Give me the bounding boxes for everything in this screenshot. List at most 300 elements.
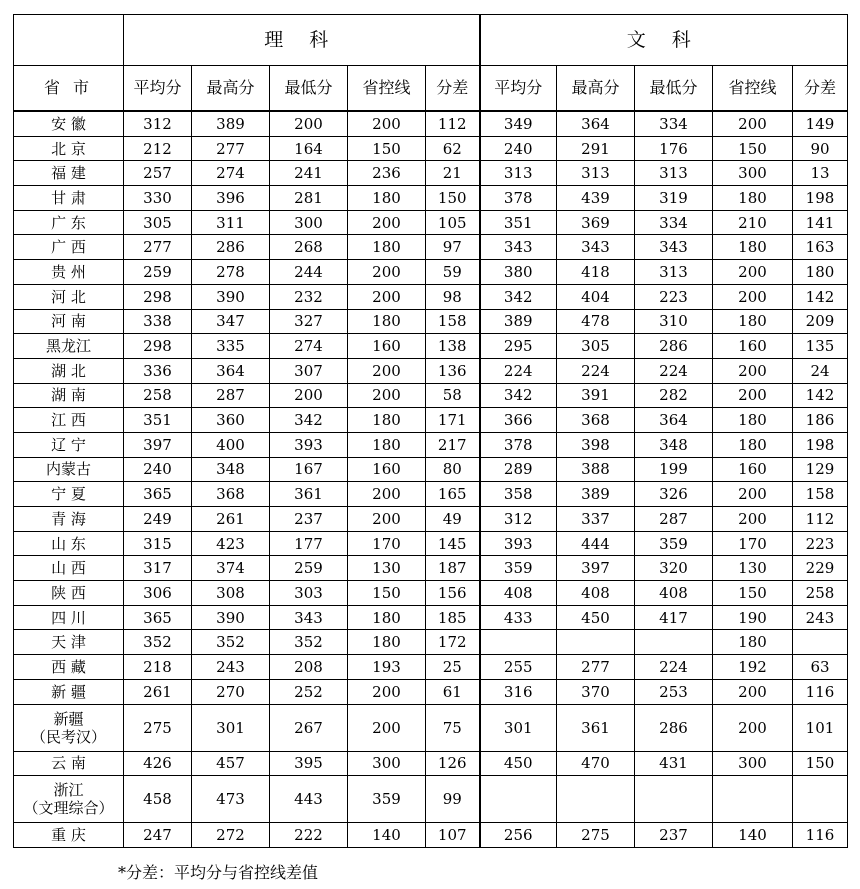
science-cell: 303 [270,581,348,606]
science-cell: 200 [348,358,426,383]
liberal-cell: 316 [480,679,557,704]
liberal-cell: 210 [713,210,793,235]
liberal-cell: 397 [557,556,635,581]
table-row [14,823,848,848]
liberal-cell: 300 [713,751,793,776]
liberal-cell: 224 [635,358,713,383]
science-cell: 393 [270,432,348,457]
liberal-cell: 176 [635,136,713,161]
liberal-cell: 24 [793,358,848,383]
col-header-s-line: 省控线 [348,66,426,112]
liberal-cell: 13 [793,161,848,186]
province-cell: 河 南 [14,309,124,334]
province-cell: 安 徽 [14,111,124,136]
liberal-cell: 237 [635,823,713,848]
science-cell: 243 [192,655,270,680]
table-row [14,457,848,482]
science-cell: 361 [270,482,348,507]
liberal-cell: 158 [793,482,848,507]
liberal-cell: 478 [557,309,635,334]
liberal-cell: 388 [557,457,635,482]
liberal-cell: 378 [480,186,557,211]
science-cell: 395 [270,751,348,776]
liberal-cell: 393 [480,531,557,556]
science-cell: 249 [124,507,192,532]
science-cell: 457 [192,751,270,776]
table-row [14,309,848,334]
science-cell: 160 [348,457,426,482]
liberal-cell: 112 [793,507,848,532]
table-row [14,161,848,186]
liberal-cell: 180 [793,260,848,285]
liberal-cell: 256 [480,823,557,848]
liberal-cell: 439 [557,186,635,211]
science-cell: 185 [426,605,480,630]
liberal-cell: 312 [480,507,557,532]
science-cell: 300 [348,751,426,776]
science-cell: 200 [348,704,426,751]
science-cell: 156 [426,581,480,606]
science-cell: 352 [192,630,270,655]
liberal-cell: 391 [557,383,635,408]
liberal-cell: 389 [557,482,635,507]
liberal-cell: 334 [635,210,713,235]
liberal-cell: 140 [713,823,793,848]
science-cell: 423 [192,531,270,556]
table-row [14,136,848,161]
province-cell: 西 藏 [14,655,124,680]
science-cell: 400 [192,432,270,457]
liberal-cell: 223 [793,531,848,556]
science-cell: 365 [124,605,192,630]
science-cell: 374 [192,556,270,581]
science-cell: 277 [192,136,270,161]
science-cell: 286 [192,235,270,260]
science-cell: 305 [124,210,192,235]
science-cell: 308 [192,581,270,606]
science-cell: 300 [270,210,348,235]
liberal-cell: 223 [635,284,713,309]
liberal-cell: 150 [713,581,793,606]
science-cell: 458 [124,776,192,823]
science-cell: 193 [348,655,426,680]
science-cell: 426 [124,751,192,776]
science-cell: 257 [124,161,192,186]
province-cell: 北 京 [14,136,124,161]
science-cell: 351 [124,408,192,433]
science-cell: 365 [124,482,192,507]
province-cell: 宁 夏 [14,482,124,507]
liberal-cell: 200 [713,284,793,309]
liberal-cell [480,776,557,823]
science-cell: 208 [270,655,348,680]
province-cell: 四 川 [14,605,124,630]
table-row [14,507,848,532]
table-row [14,358,848,383]
liberal-cell: 275 [557,823,635,848]
liberal-cell: 282 [635,383,713,408]
science-cell: 306 [124,581,192,606]
science-cell: 61 [426,679,480,704]
table-row [14,556,848,581]
science-cell: 136 [426,358,480,383]
liberal-cell: 180 [713,630,793,655]
province-cell: 河 北 [14,284,124,309]
liberal-cell: 142 [793,383,848,408]
science-cell: 261 [124,679,192,704]
liberal-cell: 319 [635,186,713,211]
liberal-cell: 116 [793,823,848,848]
liberal-cell: 342 [480,383,557,408]
liberal-cell: 149 [793,111,848,136]
liberal-cell: 141 [793,210,848,235]
liberal-cell: 408 [480,581,557,606]
science-cell: 312 [124,111,192,136]
liberal-cell: 366 [480,408,557,433]
province-cell: 陕 西 [14,581,124,606]
science-cell: 259 [124,260,192,285]
table-row [14,630,848,655]
group-liberal-header: 文 科 [480,15,848,66]
liberal-cell: 398 [557,432,635,457]
science-cell: 200 [348,210,426,235]
science-cell: 240 [124,457,192,482]
liberal-cell: 200 [713,358,793,383]
science-cell: 158 [426,309,480,334]
table-row [14,260,848,285]
science-cell: 200 [348,260,426,285]
science-cell: 281 [270,186,348,211]
liberal-cell: 224 [480,358,557,383]
col-header-s-min: 最低分 [270,66,348,112]
liberal-cell: 180 [713,432,793,457]
province-cell: 江 西 [14,408,124,433]
table-row [14,210,848,235]
science-cell: 274 [192,161,270,186]
table-row [14,235,848,260]
science-cell: 180 [348,432,426,457]
science-cell: 150 [348,136,426,161]
liberal-cell: 200 [713,111,793,136]
science-cell: 348 [192,457,270,482]
footnote: *分差：平均分与省控线差值 [118,863,319,882]
score-table [13,14,848,848]
liberal-cell: 180 [713,408,793,433]
col-header-s-max: 最高分 [192,66,270,112]
liberal-cell: 470 [557,751,635,776]
liberal-cell: 378 [480,432,557,457]
liberal-cell: 186 [793,408,848,433]
col-header-l-max: 最高分 [557,66,635,112]
province-cell: 黑龙江 [14,334,124,359]
liberal-cell: 63 [793,655,848,680]
science-cell: 177 [270,531,348,556]
liberal-cell [557,630,635,655]
science-cell: 138 [426,334,480,359]
liberal-cell: 368 [557,408,635,433]
liberal-cell: 190 [713,605,793,630]
liberal-cell: 130 [713,556,793,581]
col-header-s-avg: 平均分 [124,66,192,112]
liberal-cell: 364 [557,111,635,136]
liberal-cell: 135 [793,334,848,359]
col-header-l-avg: 平均分 [480,66,557,112]
table-row [14,383,848,408]
liberal-cell: 199 [635,457,713,482]
liberal-cell: 101 [793,704,848,751]
liberal-cell: 295 [480,334,557,359]
science-cell: 343 [270,605,348,630]
science-cell: 164 [270,136,348,161]
science-cell: 364 [192,358,270,383]
science-cell: 307 [270,358,348,383]
science-cell: 277 [124,235,192,260]
science-cell: 160 [348,334,426,359]
science-cell: 200 [348,383,426,408]
science-cell: 275 [124,704,192,751]
science-cell: 200 [270,111,348,136]
liberal-cell: 243 [793,605,848,630]
table-row [14,655,848,680]
science-cell: 237 [270,507,348,532]
liberal-cell: 240 [480,136,557,161]
science-cell: 165 [426,482,480,507]
liberal-cell: 192 [713,655,793,680]
province-cell: 贵 州 [14,260,124,285]
province-cell: 湖 南 [14,383,124,408]
science-cell: 270 [192,679,270,704]
science-cell: 180 [348,605,426,630]
liberal-cell: 198 [793,432,848,457]
liberal-cell: 150 [793,751,848,776]
science-cell: 49 [426,507,480,532]
science-cell: 261 [192,507,270,532]
liberal-cell: 380 [480,260,557,285]
science-cell: 359 [348,776,426,823]
liberal-cell: 369 [557,210,635,235]
science-cell: 187 [426,556,480,581]
province-subname: （民考汉） [30,727,106,746]
liberal-cell: 200 [713,383,793,408]
science-cell: 390 [192,605,270,630]
science-cell: 58 [426,383,480,408]
science-cell: 317 [124,556,192,581]
liberal-cell: 359 [480,556,557,581]
science-cell: 80 [426,457,480,482]
science-cell: 170 [348,531,426,556]
science-cell: 62 [426,136,480,161]
science-cell: 298 [124,334,192,359]
liberal-cell [713,776,793,823]
liberal-cell: 364 [635,408,713,433]
table-row [14,408,848,433]
science-cell: 368 [192,482,270,507]
science-cell: 200 [348,284,426,309]
science-cell: 347 [192,309,270,334]
liberal-cell: 342 [480,284,557,309]
science-cell: 212 [124,136,192,161]
liberal-cell: 180 [713,186,793,211]
science-cell: 107 [426,823,480,848]
group-science-header: 理 科 [124,15,480,66]
province-cell: 甘 肃 [14,186,124,211]
liberal-cell: 343 [557,235,635,260]
science-cell: 311 [192,210,270,235]
province-cell: 山 东 [14,531,124,556]
table-row [14,334,848,359]
province-cell [14,704,124,751]
science-cell: 241 [270,161,348,186]
science-cell: 218 [124,655,192,680]
liberal-cell: 348 [635,432,713,457]
province-name: 新疆 [53,709,84,728]
science-cell: 222 [270,823,348,848]
liberal-cell [635,630,713,655]
liberal-cell: 170 [713,531,793,556]
science-cell: 130 [348,556,426,581]
table-row [14,482,848,507]
science-cell: 200 [270,383,348,408]
col-header-l-line: 省控线 [713,66,793,112]
liberal-cell: 313 [635,260,713,285]
liberal-cell: 326 [635,482,713,507]
table-row [14,531,848,556]
liberal-cell: 358 [480,482,557,507]
column-header-row [14,66,848,112]
science-cell: 259 [270,556,348,581]
province-header: 省 市 [14,66,124,112]
liberal-cell: 301 [480,704,557,751]
science-cell: 150 [348,581,426,606]
science-cell: 244 [270,260,348,285]
province-name: 浙江 [53,781,84,800]
table-row [14,432,848,457]
science-cell: 287 [192,383,270,408]
science-cell: 274 [270,334,348,359]
science-cell: 360 [192,408,270,433]
liberal-cell: 289 [480,457,557,482]
science-cell: 180 [348,630,426,655]
liberal-cell: 291 [557,136,635,161]
province-cell: 山 西 [14,556,124,581]
science-cell: 97 [426,235,480,260]
science-cell: 167 [270,457,348,482]
province-cell: 内蒙古 [14,457,124,482]
liberal-cell: 417 [635,605,713,630]
science-cell: 112 [426,111,480,136]
liberal-cell: 349 [480,111,557,136]
science-cell: 315 [124,531,192,556]
science-cell: 105 [426,210,480,235]
liberal-cell: 200 [713,260,793,285]
liberal-cell: 129 [793,457,848,482]
liberal-cell [480,630,557,655]
liberal-cell: 258 [793,581,848,606]
science-cell: 98 [426,284,480,309]
liberal-cell: 310 [635,309,713,334]
science-cell: 278 [192,260,270,285]
liberal-cell: 90 [793,136,848,161]
science-cell: 268 [270,235,348,260]
liberal-cell: 408 [635,581,713,606]
liberal-cell: 361 [557,704,635,751]
science-cell: 390 [192,284,270,309]
science-cell: 352 [270,630,348,655]
liberal-cell: 450 [557,605,635,630]
science-cell: 150 [426,186,480,211]
science-cell: 301 [192,704,270,751]
science-cell: 75 [426,704,480,751]
liberal-cell: 444 [557,531,635,556]
liberal-cell: 287 [635,507,713,532]
province-cell: 广 西 [14,235,124,260]
liberal-cell: 305 [557,334,635,359]
liberal-cell [793,630,848,655]
science-cell: 180 [348,186,426,211]
science-cell: 200 [348,507,426,532]
province-subname: （文理综合） [23,799,114,818]
liberal-cell [557,776,635,823]
liberal-cell: 359 [635,531,713,556]
liberal-cell: 224 [557,358,635,383]
science-cell: 180 [348,408,426,433]
science-cell: 298 [124,284,192,309]
liberal-cell: 142 [793,284,848,309]
province-cell: 云 南 [14,751,124,776]
province-cell [14,776,124,823]
liberal-cell: 253 [635,679,713,704]
liberal-cell: 370 [557,679,635,704]
table-row [14,679,848,704]
science-cell: 126 [426,751,480,776]
science-cell: 232 [270,284,348,309]
corner-cell [14,15,124,66]
science-cell: 389 [192,111,270,136]
province-cell: 广 东 [14,210,124,235]
province-cell: 福 建 [14,161,124,186]
table-row [14,751,848,776]
liberal-cell: 404 [557,284,635,309]
science-cell: 330 [124,186,192,211]
liberal-cell: 334 [635,111,713,136]
table-row [14,581,848,606]
science-cell: 327 [270,309,348,334]
science-cell: 396 [192,186,270,211]
col-header-l-min: 最低分 [635,66,713,112]
province-cell: 青 海 [14,507,124,532]
science-cell: 342 [270,408,348,433]
liberal-cell: 209 [793,309,848,334]
science-cell: 25 [426,655,480,680]
science-cell: 59 [426,260,480,285]
liberal-cell: 200 [713,679,793,704]
liberal-cell: 277 [557,655,635,680]
table-row [14,111,848,136]
liberal-cell: 229 [793,556,848,581]
liberal-cell: 389 [480,309,557,334]
science-cell: 443 [270,776,348,823]
science-cell: 145 [426,531,480,556]
liberal-cell: 418 [557,260,635,285]
science-cell: 338 [124,309,192,334]
liberal-cell [793,776,848,823]
science-cell: 180 [348,235,426,260]
science-cell: 258 [124,383,192,408]
liberal-cell: 160 [713,457,793,482]
liberal-cell: 116 [793,679,848,704]
liberal-cell: 337 [557,507,635,532]
table-row [14,284,848,309]
